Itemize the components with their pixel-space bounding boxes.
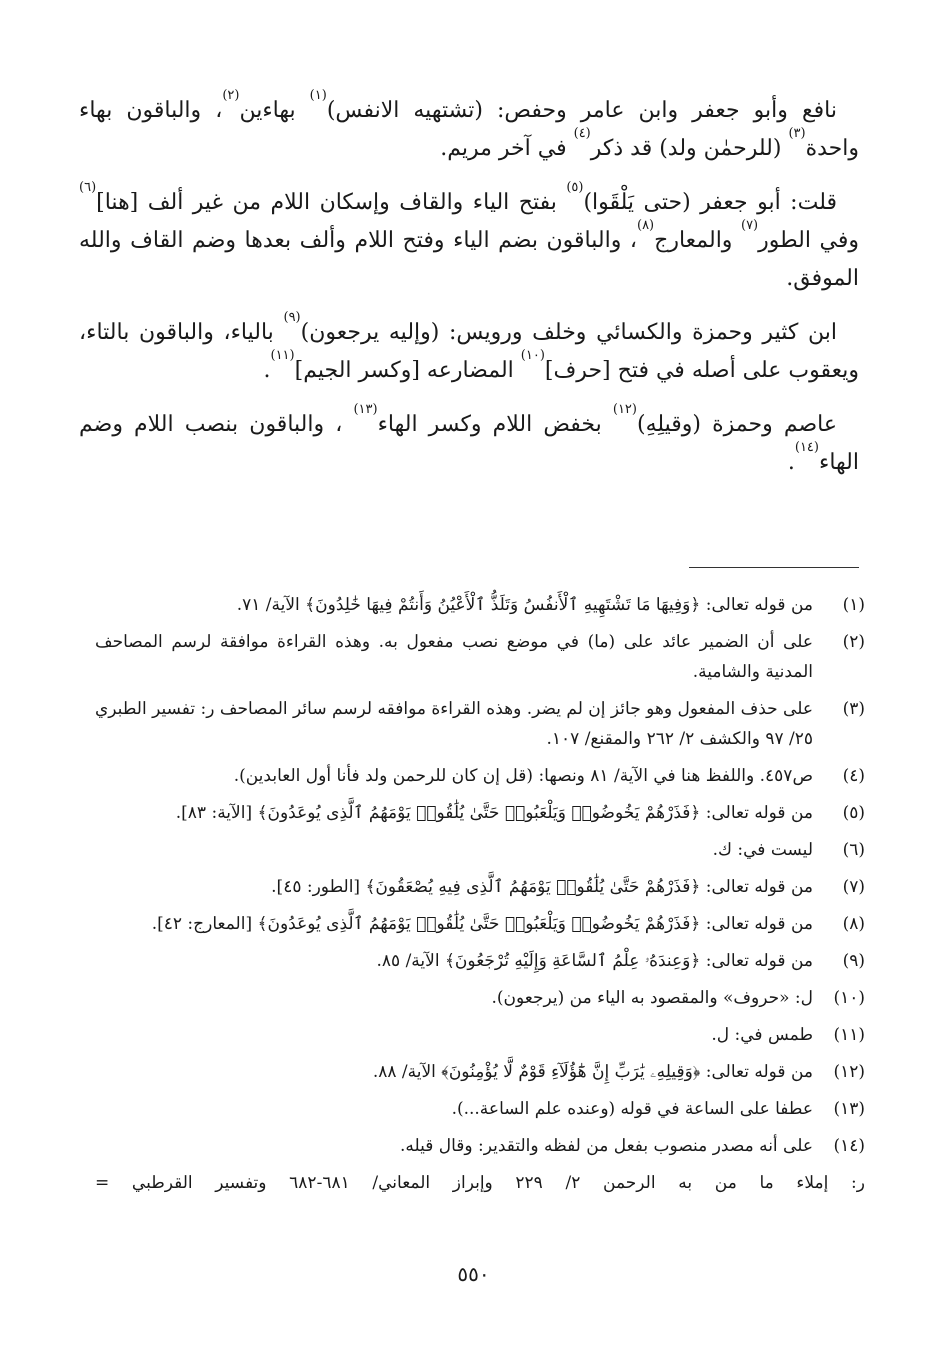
text-run: بالياء، والباقون بالتاء، ويعقوب على أصله في فتح [حرف]: [79, 320, 859, 383]
footnote-marker: (٥): [566, 180, 584, 195]
footnote-number: (٤): [842, 766, 865, 786]
footnotes: [95, 590, 865, 1198]
main-text: [79, 88, 859, 498]
footnote-marker: (١٤): [794, 440, 819, 455]
footnote-text: من قوله تعالى: ﴿فَذَرْهُمْ يَخُوضُوا۟ وَيَلْعَبُوا۟ حَتَّىٰ يُلَٰقُوا۟ يَوْمَهُمُ ٱلَّذِى يُوعَدُونَ﴾ [المعارج: ٤٢].: [151, 914, 813, 934]
footnote-number: (٣): [842, 699, 865, 719]
footnote-number: (٨): [842, 914, 865, 934]
footnote-number: (٦): [842, 840, 865, 860]
footnote-marker: (٧): [740, 218, 759, 233]
footnote-text: من قوله تعالى: ﴿وَفِيهَا مَا تَشْتَهِيهِ ٱلْأَنفُسُ وَتَلَذُّ ٱلْأَعْيُنُ وَأَنتُمْ فِيهَا خَٰلِدُونَ﴾ الآية/ ٧١.: [236, 595, 813, 615]
footnote: [95, 1094, 865, 1124]
footnote-marker: (٢): [222, 88, 240, 103]
footnote-text: طمس في: ل.: [711, 1025, 813, 1045]
page-number: ٥٥٠: [457, 1262, 490, 1286]
footnote: [95, 798, 865, 828]
text-run: وفي الطور: [758, 228, 859, 253]
footnote-text: عطفا على الساعة في قوله (وعنده علم الساعة...).: [451, 1099, 813, 1119]
text-run: نافع وأبو جعفر وابن عامر وحفص: (تشتهيه الانفس): [326, 98, 837, 123]
footnote: [95, 909, 865, 939]
footnote-marker: (٨): [636, 218, 655, 233]
footnote-marker: (٣): [788, 126, 806, 141]
footnote-marker: (١٢): [612, 402, 637, 417]
footnote-continuation: ر: إملاء ما من به الرحمن ٢/ ٢٢٩ وإبراز المعاني/ ٦٨١-٦٨٢ وتفسير القرطبي =: [95, 1173, 865, 1193]
text-run: بخفض اللام وكسر الهاء: [377, 412, 613, 437]
text-run: في آخر مريم.: [440, 136, 574, 161]
paragraph: [79, 88, 859, 168]
footnote-text: على حذف المفعول وهو جائز إن لم يضر. وهذه القراءة موافقه لرسم سائر المصاحف ر: تفسير الطبري ٢٥/ ٩٧ والكشف ٢/ ٢٦٢ والمقنع/ ١٠٧.: [95, 699, 813, 749]
footnote-marker: (١٠): [520, 348, 545, 363]
footnote: [95, 694, 865, 754]
footnote-marker: (٦): [79, 180, 97, 195]
footnote: [95, 1131, 865, 1161]
text-run: المضارعه [وكسر الجيم]: [294, 358, 521, 383]
text-run: والمعارج: [654, 228, 741, 253]
footnote-separator: [689, 567, 859, 568]
text-run: بفتح الياء والقاف وإسكان اللام من غير ألف [هنا]: [96, 190, 567, 215]
footnote-text: ل: «حروف» والمقصود به الياء من (يرجعون).: [491, 988, 813, 1008]
footnote-number: (٢): [842, 632, 865, 652]
footnote-marker: (٩): [283, 310, 301, 325]
footnote: [95, 1020, 865, 1050]
footnote: [95, 983, 865, 1013]
paragraph: [79, 402, 859, 482]
footnote-marker: (٤): [573, 126, 591, 141]
footnote-number: (١٢): [833, 1062, 865, 1082]
footnote: [95, 627, 865, 687]
footnote-marker: (١): [309, 88, 327, 103]
text-run: قلت: أبو جعفر (حتى يَلْقَوا): [583, 190, 837, 215]
text-run: (للرحمٰن ولد) قد ذكر: [590, 136, 789, 161]
footnote: [95, 1057, 865, 1087]
footnote-text: من قوله تعالى: ﴿فَذَرْهُمْ يَخُوضُوا۟ وَيَلْعَبُوا۟ حَتَّىٰ يُلَٰقُوا۟ يَوْمَهُمُ ٱلَّذِى يُوعَدُونَ﴾ [الآية: ٨٣].: [175, 803, 813, 823]
footnote: [95, 872, 865, 902]
text-run: بهاءين: [239, 98, 310, 123]
footnote-number: (١٤): [833, 1136, 865, 1156]
footnote-text: على أنه مصدر منصوب بفعل من لفظه والتقدير: وقال قيله.: [399, 1136, 813, 1156]
footnote-marker: (١٣): [353, 402, 378, 417]
text-run: .: [263, 358, 271, 383]
footnote: [95, 835, 865, 865]
text-run: .: [787, 450, 795, 475]
text-run: ابن كثير وحمزة والكسائي وخلف ورويس: (وإليه يرجعون): [300, 320, 837, 345]
footnote-number: (١٣): [833, 1099, 865, 1119]
text-run: ، والباقون بضم الياء وفتح اللام وألف بعدها وضم القاف والله الموفق.: [79, 228, 859, 291]
footnote: [95, 761, 865, 791]
footnote-number: (٩): [842, 951, 865, 971]
footnote-text: على أن الضمير عائد على (ما) في موضع نصب مفعول به. وهذه القراءة موافقة لرسم المصاحف المدنية والشامية.: [95, 632, 813, 682]
footnote: [95, 590, 865, 620]
footnote-number: (١١): [833, 1025, 865, 1045]
footnote: [95, 946, 865, 976]
text-run: عاصم وحمزة (وقيلِهِ): [636, 412, 837, 437]
footnote-text: من قوله تعالى: ﴿وَقِيلِهِۦ يَٰرَبِّ إِنَّ هَٰٓؤُلَآءِ قَوْمٌ لَّا يُؤْمِنُونَ﴾ الآية/ ٨٨.: [372, 1062, 813, 1082]
footnote-marker: (١١): [270, 348, 295, 363]
footnote-number: (٧): [842, 877, 865, 897]
footnote-text: ص٤٥٧. واللفظ هنا في الآية/ ٨١ ونصها: (قل إن كان للرحمن ولد فأنا أول العابدين).: [233, 766, 813, 786]
footnote-number: (١): [842, 595, 865, 615]
footnote-number: (٥): [842, 803, 865, 823]
text-run: ، والباقون بهاء واحدة: [79, 98, 859, 161]
text-run: ، والباقون بنصب اللام وضم الهاء: [79, 412, 859, 475]
footnote-number: (١٠): [833, 988, 865, 1008]
paragraph: [79, 180, 859, 298]
footnote-list: [95, 590, 865, 1161]
footnote-text: من قوله تعالى: ﴿فَذَرْهُمْ حَتَّىٰ يُلَٰقُوا۟ يَوْمَهُمُ ٱلَّذِى فِيهِ يُصْعَقُونَ﴾ [الطور: ٤٥].: [271, 877, 813, 897]
footnote-text: ليست في: ك.: [712, 840, 813, 860]
footnote-text: من قوله تعالى: ﴿وَعِندَهُۥ عِلْمُ ٱلسَّاعَةِ وَإِلَيْهِ تُرْجَعُونَ﴾ الآية/ ٨٥.: [376, 951, 813, 971]
paragraph: [79, 310, 859, 390]
